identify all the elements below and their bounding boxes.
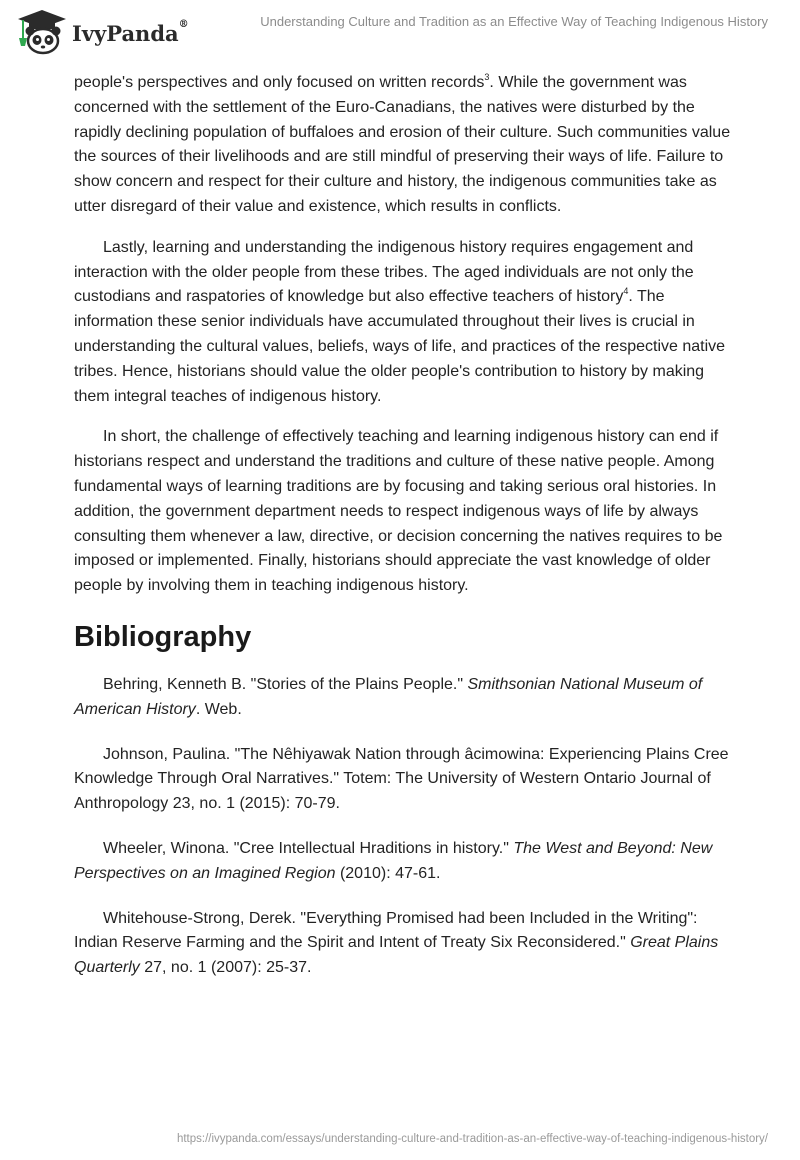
- source-url-link[interactable]: https://ivypanda.com/essays/understanding-culture-and-tradition-as-an-effective-way-of-teaching-indigenous-history/: [176, 1133, 768, 1145]
- panda-graduate-icon: [14, 8, 70, 56]
- bibliography-heading: Bibliography: [74, 620, 252, 653]
- bibliography-list: [74, 673, 734, 981]
- bibliography-entry: Johnson, Paulina. "The Nêhiyawak Nation through âcimowina: Experiencing Plains Cree Knowledge Through Oral Narratives." Totem: The University of Western Ontario Journal of Anthropology 23, no. 1 (2015): 70-79.: [74, 745, 729, 813]
- bibliography-entry: Whitehouse-Strong, Derek. "Everything Promised had been Included in the Writing": Indian Reserve Farming and the Spirit and Intent of Treaty Six Reconsidered." Great Plains Quarterly 27, no. 1 (2007): 25-37.: [74, 909, 719, 977]
- footnote-ref-3[interactable]: 3: [484, 71, 490, 82]
- paragraph-2: Lastly, learning and understanding the indigenous history requires engagement and interaction with the older people from these tribes. The aged individuals are not only the custodians and raspatories of knowledge but also effective teachers of history$^4$. The information these senior individuals have accumulated throughout their lives is crucial in understanding the cultural values, beliefs, ways of life, and practices of the respective native tribes. Hence, historians should value the older people's contribution to history by making them integral teaches of indigenous history.: [74, 238, 726, 405]
- page-header: [0, 0, 800, 62]
- ivypanda-logo[interactable]: [14, 8, 189, 56]
- paragraph-1: people's perspectives and only focused on written records$^3$. While the government was concerned with the settlement of the Euro-Canadians, the natives were disturbed by the rapidly declining population of buffaloes and erosion of their culture. Such communities value the sources of their livelihoods and are still mindful of preserving their ways of life. Failure to show concern and respect for their culture and history, the indigenous communities take as utter disregard of their value and existence, which results in conflicts.: [74, 71, 731, 215]
- paragraph-3: In short, the challenge of effectively teaching and learning indigenous history can end if historians respect and understand the traditions and culture of these native people. Among fundamental ways of learning traditions are by focusing and taking serious oral histories. In addition, the government department needs to respect indigenous ways of life by always consulting them whenever a law, directive, or decision concerning the natives requires to be imposed or implemented. Finally, historians should appreciate the vast knowledge of older people by involving them in teaching indigenous history.: [74, 428, 723, 595]
- essay-body: [74, 71, 734, 1001]
- running-title: Understanding Culture and Tradition as an Effective Way of Teaching Indigenous History: [260, 14, 768, 29]
- bibliography-entry: Behring, Kenneth B. "Stories of the Plains People." Smithsonian National Museum of American History. Web.: [74, 675, 703, 718]
- bibliography-entry: Wheeler, Winona. "Cree Intellectual Hraditions in history." The West and Beyond: New Perspectives on an Imagined Region (2010): 47-61.: [74, 839, 713, 882]
- footnote-ref-4[interactable]: 4: [623, 286, 629, 297]
- logo-wordmark: IvyPanda®: [72, 18, 189, 46]
